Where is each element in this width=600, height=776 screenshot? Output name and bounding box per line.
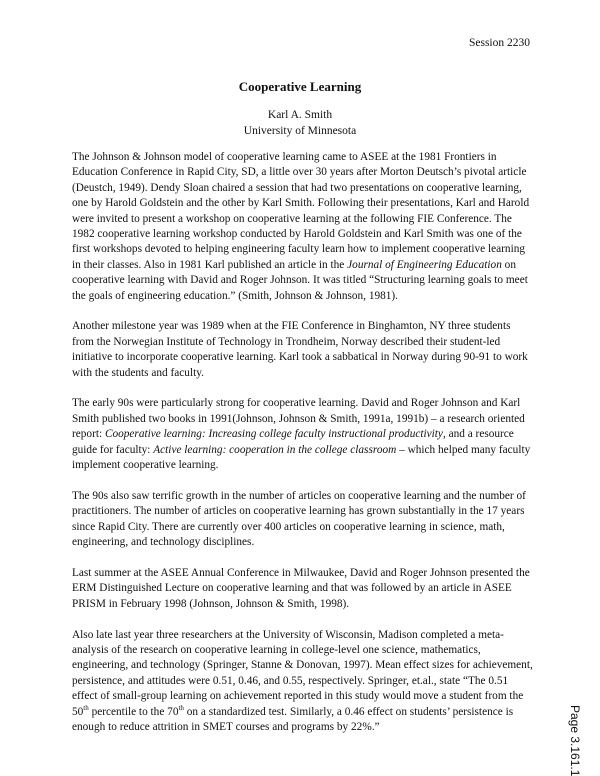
session-label: Session 2230 — [468, 37, 530, 49]
p6-text-a: Also late last year three researchers at the University of Wisconsin, Madison completed a meta-analysis of the research on cooperative learning in college-level one science, mathematics, engineering, and technology (Springer, Stanne & Donovan, 1997). Mean effect sizes for achievement, persistence, and attitudes were 0.51, 0.46, and 0.55, respectively. Springer, et.al., state “The 0.51 effect of small-group learning on achievement reported in this study would move a student from the 50 — [72, 628, 533, 718]
p3-text-c: – which helped many faculty implement cooperative learning. — [72, 443, 531, 472]
p1-text-b: on cooperative learning with David and Roger Johnson. It was titled “Structuring learning goals to meet the goals of engineering education.” (Smith, Johnson & Johnson, 1981). — [72, 258, 528, 302]
author-block — [0, 107, 600, 139]
book-title-1: Cooperative learning: Increasing college faculty instructional productivity — [104, 428, 443, 441]
paragraph-3 — [72, 396, 534, 473]
book-title-2: Active learning: cooperation in the college classroom — [153, 443, 397, 456]
paragraph-6 — [72, 628, 534, 736]
p6-text-b: percentile to the 70 — [88, 705, 179, 718]
page-number: Page 3.161.1 — [568, 705, 582, 776]
superscript-th-1: th — [83, 703, 89, 712]
paragraph-5: Last summer at the ASEE Annual Conference in Milwaukee, David and Roger Johnson presented the ERM Distinguished Lecture on cooperative learning and that was followed by an article in ASEE PRISM in February 1998 (Johnson, Johnson & Smith, 1998). — [72, 566, 530, 610]
journal-title: Journal of Engineering Education — [347, 258, 502, 271]
paragraph-1 — [72, 150, 534, 304]
p1-text-a: The Johnson & Johnson model of cooperative learning came to ASEE at the 1981 Frontiers in Education Conference in Rapid City, SD, a little over 30 years after Morton Deutsch’s pivotal article (Deustch, 1949). Dendy Sloan chaired a session that had two presentations on cooperative learning, one by Harold Goldstein and the other by Karl Smith. Following their presentations, Karl and Harold were invited to present a workshop on cooperative learning at the following FIE Conference. The 1982 cooperative learning workshop conducted by Harold Goldstein and Karl Smith was one of the first workshops devoted to helping engineering faculty learn how to implement cooperative learning in their classes. Also in 1981 Karl published an article in the — [72, 151, 530, 271]
p3-text-b: , and a resource guide for faculty: — [72, 428, 514, 456]
paragraph-4: The 90s also saw terrific growth in the number of articles on cooperative learning and the number of practitioners. The number of articles on cooperative learning has grown substantially in the 17 years since Rapid City. There are currently over 400 articles on cooperative learning in science, math, engineering, and technology disciplines. — [72, 489, 526, 549]
paragraph-2: Another milestone year was 1989 when at the FIE Conference in Binghamton, NY three students from the Norwegian Institute of Technology in Trondheim, Norway described their student-led initiative to incorporate cooperative learning. Karl took a sabbatical in Norway during 90-91 to work with the students and faculty. — [72, 320, 528, 379]
author-affiliation: University of Minnesota — [243, 125, 357, 137]
p6-text-c: on a standardized test. Similarly, a 0.46 effect on students’ persistence is enough to reduce attrition in SMET courses and programs by 22%.” — [72, 705, 514, 733]
superscript-th-2: th — [178, 703, 184, 712]
p3-text-a: The early 90s were particularly strong for cooperative learning. David and Roger Johnson and Karl Smith published two books in 1991(Johnson, Johnson & Smith, 1991a, 1991b) – a research oriented report: — [72, 397, 525, 441]
body-text — [72, 150, 534, 751]
author-name: Karl A. Smith — [267, 109, 333, 121]
page-title: Cooperative Learning — [238, 79, 362, 94]
